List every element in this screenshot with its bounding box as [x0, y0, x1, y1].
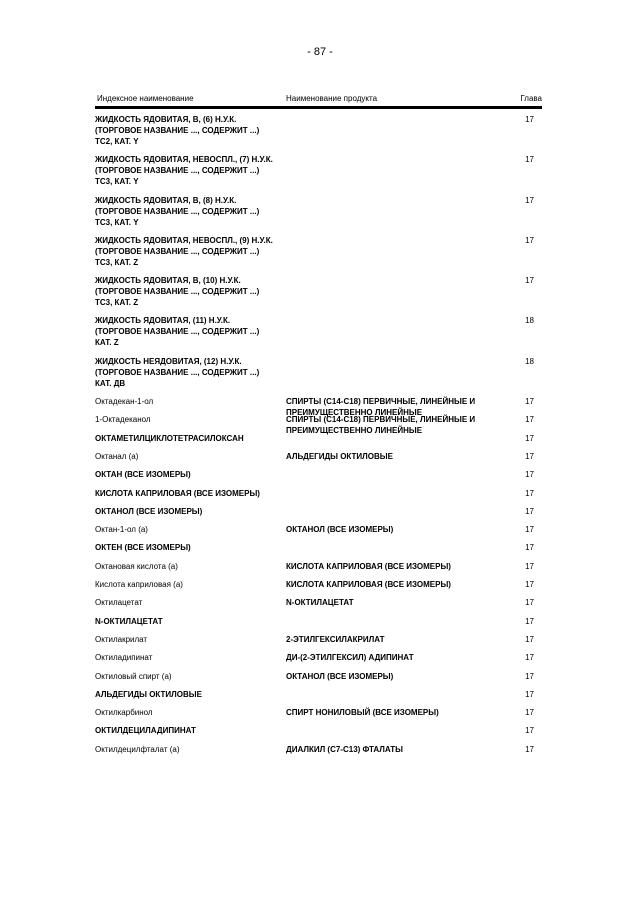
product-name-cell: СПИРТЫ (C14-C18) ПЕРВИЧНЫЕ, ЛИНЕЙНЫЕ И ПРЕИМУЩЕСТВЕННО ЛИНЕЙНЫЕ [286, 415, 476, 436]
product-name-cell: СПИРТЫ (C14-C18) ПЕРВИЧНЫЕ, ЛИНЕЙНЫЕ И ПРЕИМУЩЕСТВЕННО ЛИНЕЙНЫЕ [286, 397, 476, 418]
table-row [95, 488, 542, 506]
chapter-cell: 17 [525, 543, 534, 553]
product-name-cell: АЛЬДЕГИДЫ ОКТИЛОВЫЕ [286, 451, 393, 461]
chapter-cell: 17 [525, 115, 534, 124]
table-row [95, 579, 542, 597]
index-name-cell: ЖИДКОСТЬ НЕЯДОВИТАЯ, (12) Н.У.К. (ТОРГОВОЕ НАЗВАНИЕ ..., СОДЕРЖИТ ...) КАТ. ДВ [95, 356, 260, 388]
table-row [95, 561, 542, 579]
index-name-cell: ЖИДКОСТЬ ЯДОВИТАЯ, В, (8) Н.У.К. (ТОРГОВОЕ НАЗВАНИЕ ..., СОДЕРЖИТ ...) ТС3, КАТ. Y [95, 195, 260, 227]
index-name-cell: Октиладипинат [95, 653, 153, 663]
chapter-cell: 17 [525, 235, 534, 245]
table-row [95, 154, 542, 194]
table-row [95, 469, 542, 487]
chapter-cell: 17 [525, 634, 534, 644]
index-name-cell: Октанал (а) [95, 451, 139, 461]
table-row [95, 506, 542, 524]
table-row [95, 542, 542, 560]
chapter-cell: 17 [525, 689, 534, 699]
table-row [95, 597, 542, 615]
chapter-cell: 17 [525, 744, 534, 754]
chapter-cell: 17 [525, 525, 534, 535]
table-row [95, 433, 542, 451]
index-name-cell: Кислота каприловая (а) [95, 580, 183, 590]
index-name-cell: Октилацетат [95, 598, 143, 608]
table-row [95, 114, 542, 154]
header-index-name: Индексное наименование [97, 94, 194, 103]
product-name-cell: ОКТАНОЛ (ВСЕ ИЗОМЕРЫ) [286, 671, 394, 681]
table-row [95, 671, 542, 689]
table-row [95, 235, 542, 275]
table-row [95, 744, 542, 762]
index-name-cell: ЖИДКОСТЬ ЯДОВИТАЯ, В, (10) Н.У.К. (ТОРГОВОЕ НАЗВАНИЕ ..., СОДЕРЖИТ ...) ТС3, КАТ. Z [95, 276, 260, 308]
chapter-cell: 17 [525, 653, 534, 663]
index-name-cell: ЖИДКОСТЬ ЯДОВИТАЯ, (11) Н.У.К. (ТОРГОВОЕ НАЗВАНИЕ ..., СОДЕРЖИТ ...) КАТ. Z [95, 316, 260, 348]
table-row [95, 634, 542, 652]
index-name-cell: Октилакрилат [95, 634, 148, 644]
table-body [95, 114, 542, 762]
table-row [95, 451, 542, 469]
table-row [95, 356, 542, 396]
chapter-cell: 17 [525, 433, 534, 443]
chapter-cell: 18 [525, 356, 534, 366]
index-name-cell: Октилдецилфталат (а) [95, 744, 180, 754]
index-name-cell: ОКТАН (ВСЕ ИЗОМЕРЫ) [95, 470, 191, 480]
chapter-cell: 17 [525, 155, 534, 165]
chapter-cell: 17 [525, 195, 534, 205]
index-name-cell: ОКТАМЕТИЛЦИКЛОТЕТРАСИЛОКСАН [95, 433, 244, 443]
product-name-cell: ДИАЛКИЛ (C7-C13) ФТАЛАТЫ [286, 744, 404, 754]
product-name-cell: N-ОКТИЛАЦЕТАТ [286, 598, 354, 608]
table-row [95, 195, 542, 235]
page-number: - 87 - [307, 46, 333, 58]
header-chapter: Глава [520, 94, 542, 103]
table-row [95, 414, 542, 436]
chapter-cell: 17 [525, 506, 534, 516]
table-row [95, 275, 542, 315]
header-product-name: Наименование продукта [286, 94, 378, 103]
chapter-cell: 17 [525, 708, 534, 718]
index-name-cell: 1-Октадеканол [95, 415, 151, 425]
chapter-cell: 17 [525, 671, 534, 681]
table-header [95, 94, 542, 109]
index-name-cell: Октановая кислота (а) [95, 561, 178, 571]
index-name-cell: АЛЬДЕГИДЫ ОКТИЛОВЫЕ [95, 689, 202, 699]
product-name-cell: КИСЛОТА КАПРИЛОВАЯ (ВСЕ ИЗОМЕРЫ) [286, 561, 451, 571]
chapter-cell: 18 [525, 316, 534, 326]
chapter-cell: 17 [525, 580, 534, 590]
table-row [95, 315, 542, 355]
chapter-cell: 17 [525, 415, 534, 425]
table-row [95, 524, 542, 542]
chapter-cell: 17 [525, 561, 534, 571]
chapter-cell: 17 [525, 451, 534, 461]
product-name-cell: КИСЛОТА КАПРИЛОВАЯ (ВСЕ ИЗОМЕРЫ) [286, 580, 451, 590]
index-name-cell: ЖИДКОСТЬ ЯДОВИТАЯ, НЕВОСПЛ., (9) Н.У.К. (ТОРГОВОЕ НАЗВАНИЕ ..., СОДЕРЖИТ ...) ТС3, КАТ. Z [95, 235, 273, 267]
index-name-cell: ЖИДКОСТЬ ЯДОВИТАЯ, НЕВОСПЛ., (7) Н.У.К. (ТОРГОВОЕ НАЗВАНИЕ ..., СОДЕРЖИТ ...) ТС3, КАТ. Y [95, 155, 273, 187]
table-row [95, 707, 542, 725]
chapter-cell: 17 [525, 598, 534, 608]
index-name-cell: Октадекан-1-ол [95, 397, 154, 407]
table-row [95, 689, 542, 707]
table-row [95, 396, 542, 418]
product-name-cell: 2-ЭТИЛГЕКСИЛАКРИЛАТ [286, 634, 385, 644]
index-name-cell: ОКТЕН (ВСЕ ИЗОМЕРЫ) [95, 543, 191, 553]
index-name-cell: КИСЛОТА КАПРИЛОВАЯ (ВСЕ ИЗОМЕРЫ) [95, 488, 260, 498]
chapter-cell: 17 [525, 470, 534, 480]
index-name-cell: Октан-1-ол (а) [95, 525, 148, 535]
table-row [95, 616, 542, 634]
product-name-cell: СПИРТ НОНИЛОВЫЙ (ВСЕ ИЗОМЕРЫ) [286, 708, 439, 718]
index-name-cell: Октилкарбинол [95, 708, 153, 718]
table-row [95, 652, 542, 670]
index-name-cell: ОКТИЛДЕЦИЛАДИПИНАТ [95, 726, 196, 736]
index-name-cell: ОКТАНОЛ (ВСЕ ИЗОМЕРЫ) [95, 506, 203, 516]
product-name-cell: ОКТАНОЛ (ВСЕ ИЗОМЕРЫ) [286, 525, 394, 535]
index-name-cell: N-ОКТИЛАЦЕТАТ [95, 616, 163, 626]
chapter-cell: 17 [525, 397, 534, 407]
chapter-cell: 17 [525, 488, 534, 498]
table-row [95, 725, 542, 743]
index-name-cell: ЖИДКОСТЬ ЯДОВИТАЯ, В, (6) Н.У.К. (ТОРГОВОЕ НАЗВАНИЕ ..., СОДЕРЖИТ ...) ТС2, КАТ. Y [95, 115, 260, 146]
chapter-cell: 17 [525, 616, 534, 626]
index-name-cell: Октиловый спирт (а) [95, 671, 172, 681]
chapter-cell: 17 [525, 726, 534, 736]
product-name-cell: ДИ-(2-ЭТИЛГЕКСИЛ) АДИПИНАТ [286, 653, 414, 663]
chapter-cell: 17 [525, 276, 534, 286]
